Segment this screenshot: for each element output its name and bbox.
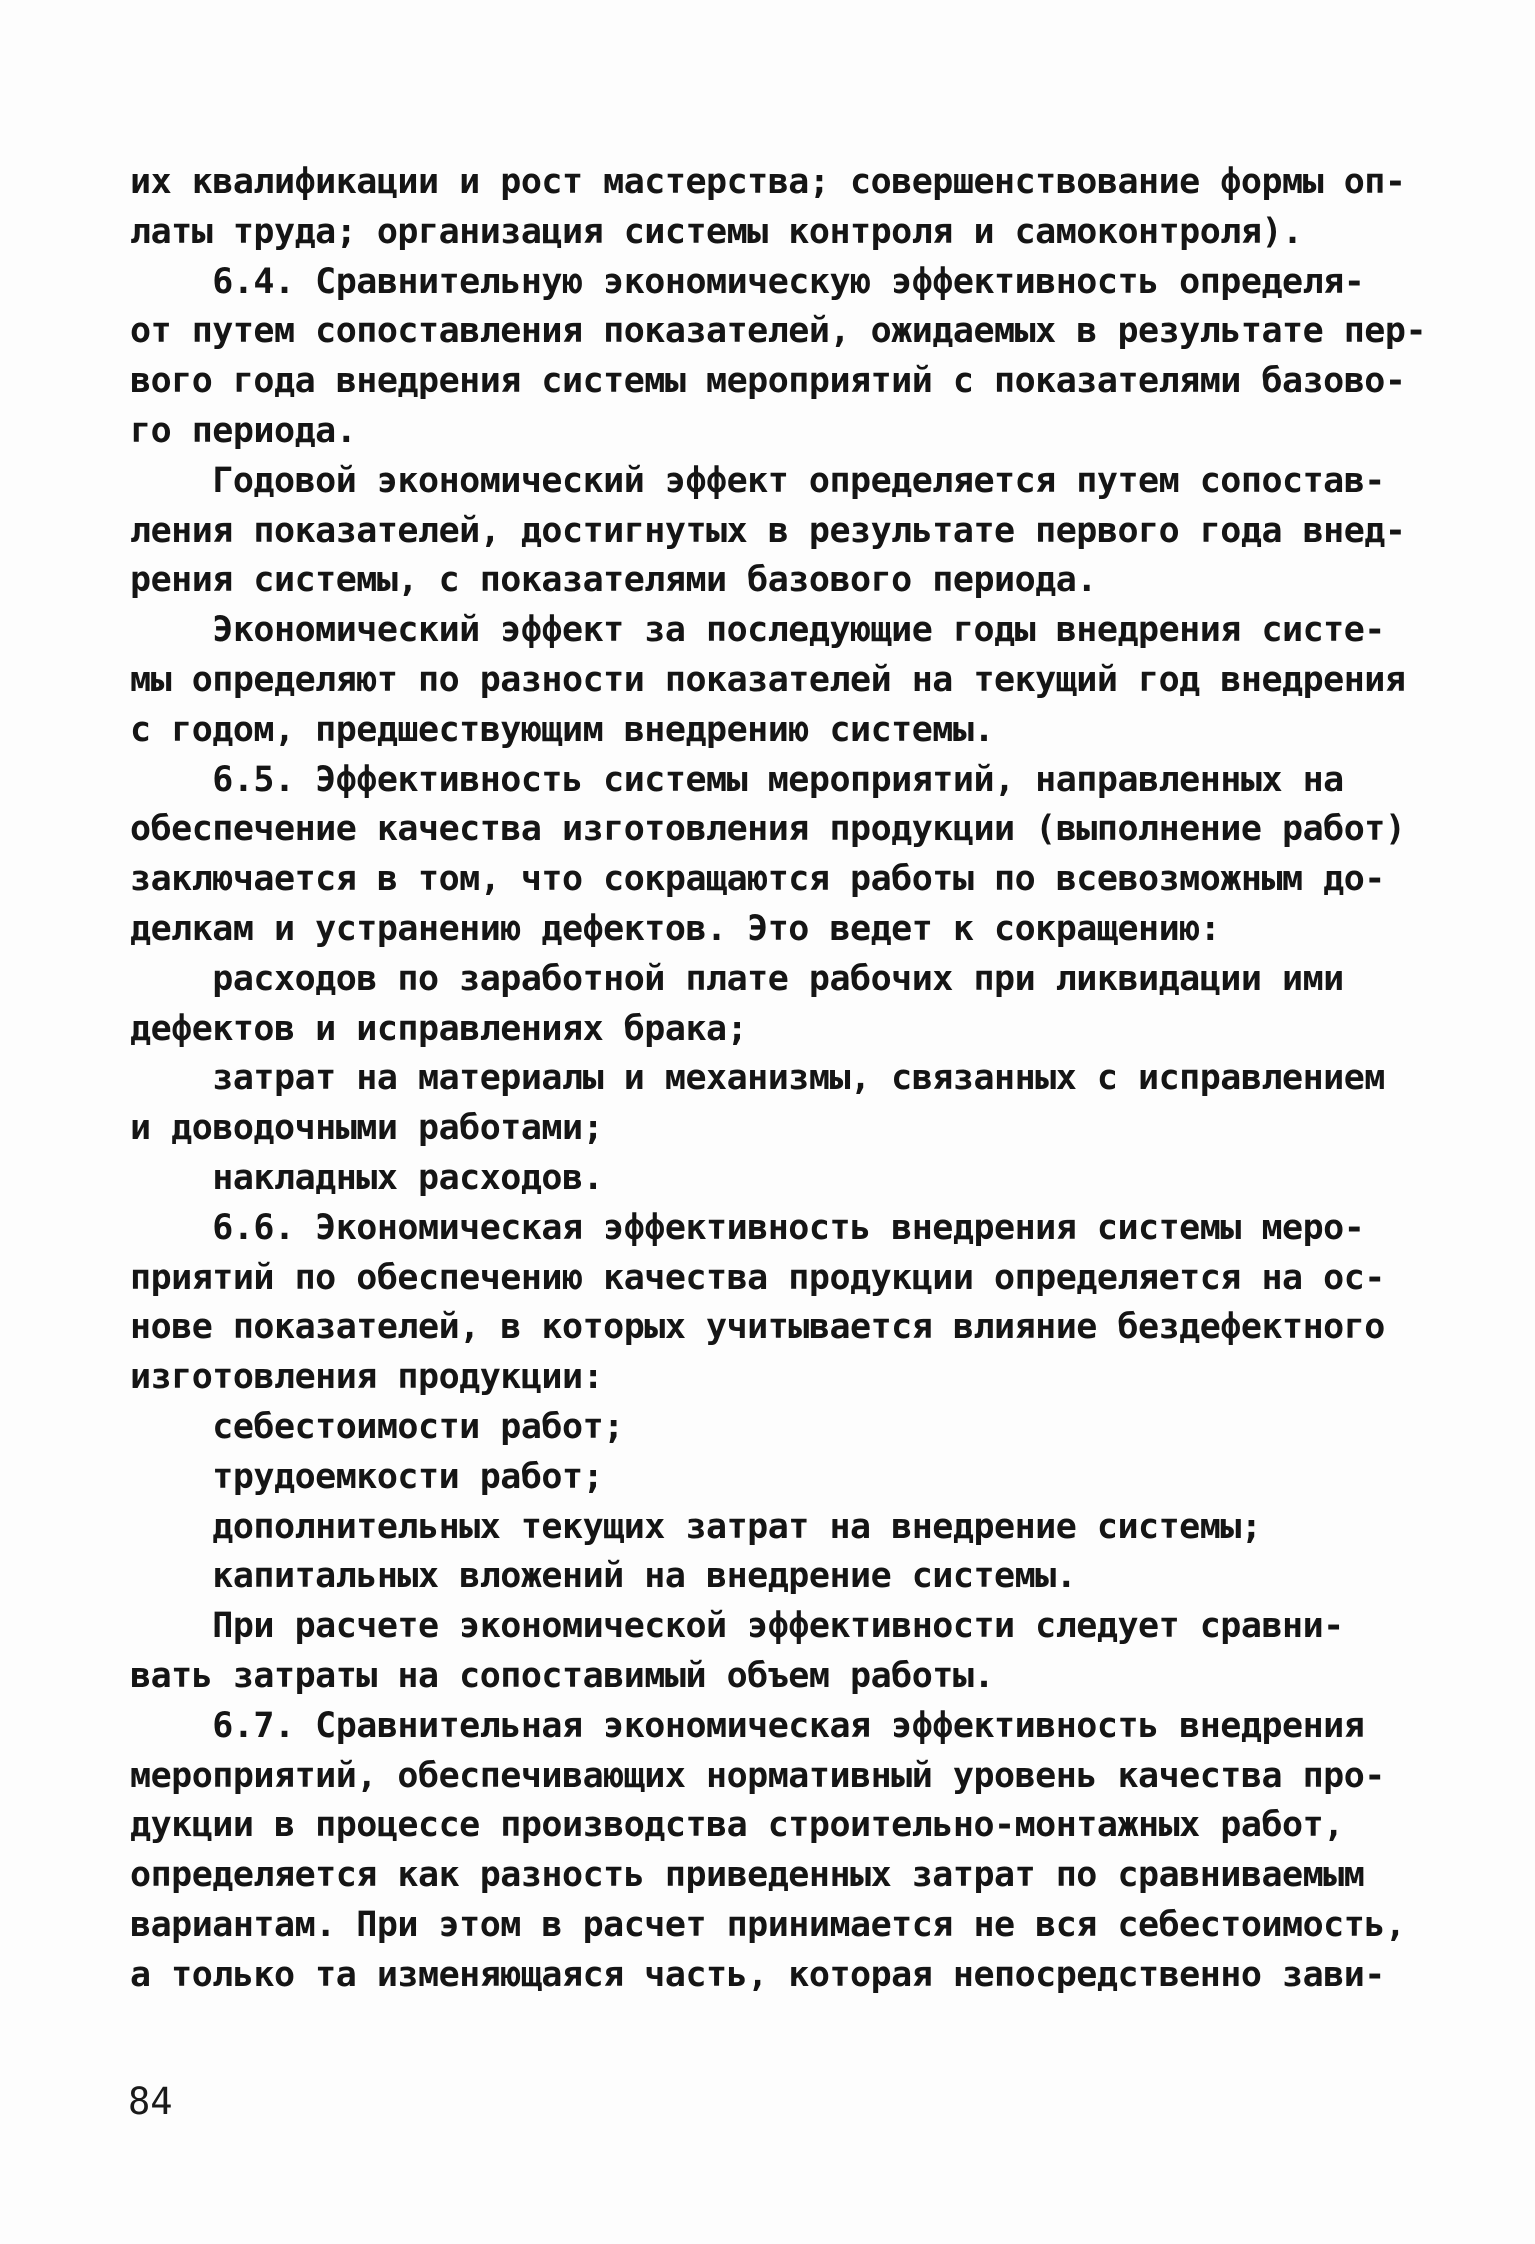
body-text bbox=[130, 158, 1427, 2000]
text-line: а только та изменяющаяся часть, которая непосредственно зави- bbox=[130, 1954, 1385, 1995]
text-line: При расчете экономической эффективности следует сравни- bbox=[130, 1606, 1344, 1647]
text-line: себестоимости работ; bbox=[130, 1406, 624, 1447]
text-line: 6.6. Экономическая эффективность внедрения системы меро- bbox=[130, 1207, 1365, 1248]
text-line: дукции в процессе производства строительно-монтажных работ, bbox=[130, 1805, 1344, 1846]
text-line: делкам и устранению дефектов. Это ведет к сокращению: bbox=[130, 908, 1221, 949]
text-line: 6.4. Сравнительную экономическую эффективность определя- bbox=[130, 261, 1365, 302]
text-line: вать затраты на сопоставимый объем работы. bbox=[130, 1655, 995, 1696]
text-line: от путем сопоставления показателей, ожидаемых в результате пер- bbox=[130, 311, 1427, 352]
text-line: дополнительных текущих затрат на внедрение системы; bbox=[130, 1506, 1262, 1547]
text-line: приятий по обеспечению качества продукции определяется на ос- bbox=[130, 1257, 1385, 1298]
text-line: обеспечение качества изготовления продукции (выполнение работ) bbox=[130, 809, 1406, 850]
text-line: вого года внедрения системы мероприятий с показателями базово- bbox=[130, 361, 1406, 402]
text-line: 6.5. Эффективность системы мероприятий, направленных на bbox=[130, 759, 1344, 800]
text-line: их квалификации и рост мастерства; совершенствование формы оп- bbox=[130, 162, 1406, 202]
text-line: изготовления продукции: bbox=[130, 1357, 604, 1398]
text-line: дефектов и исправлениях брака; bbox=[130, 1008, 748, 1049]
text-line: Годовой экономический эффект определяется путем сопостав- bbox=[130, 460, 1385, 501]
text-line: накладных расходов. bbox=[130, 1157, 604, 1198]
text-line: ления показателей, достигнутых в результате первого года внед- bbox=[130, 510, 1406, 551]
text-line: расходов по заработной плате рабочих при ликвидации ими bbox=[130, 958, 1344, 999]
text-line: мероприятий, обеспечивающих нормативный уровень качества про- bbox=[130, 1755, 1385, 1796]
text-line: го периода. bbox=[130, 410, 357, 451]
text-line: заключается в том, что сокращаются работы по всевозможным до- bbox=[130, 859, 1385, 900]
text-line: и доводочными работами; bbox=[130, 1108, 604, 1149]
text-line: нове показателей, в которых учитывается влияние бездефектного bbox=[130, 1307, 1385, 1348]
text-line: определяется как разность приведенных затрат по сравниваемым bbox=[130, 1855, 1365, 1896]
text-line: латы труда; организация системы контроля и самоконтроля). bbox=[130, 211, 1303, 252]
text-line: затрат на материалы и механизмы, связанных с исправлением bbox=[130, 1058, 1385, 1099]
text-line: трудоемкости работ; bbox=[130, 1456, 604, 1497]
text-line: 6.7. Сравнительная экономическая эффективность внедрения bbox=[130, 1705, 1365, 1746]
page-number: 84 bbox=[128, 2080, 173, 2123]
text-line: Экономический эффект за последующие годы внедрения систе- bbox=[130, 610, 1385, 651]
text-line: вариантам. При этом в расчет принимается не вся себестоимость, bbox=[130, 1904, 1406, 1945]
text-line: капитальных вложений на внедрение системы. bbox=[130, 1556, 1077, 1597]
text-line: с годом, предшествующим внедрению системы. bbox=[130, 709, 995, 750]
text-line: рения системы, с показателями базового периода. bbox=[130, 560, 1097, 601]
text-line: мы определяют по разности показателей на текущий год внедрения bbox=[130, 659, 1406, 700]
